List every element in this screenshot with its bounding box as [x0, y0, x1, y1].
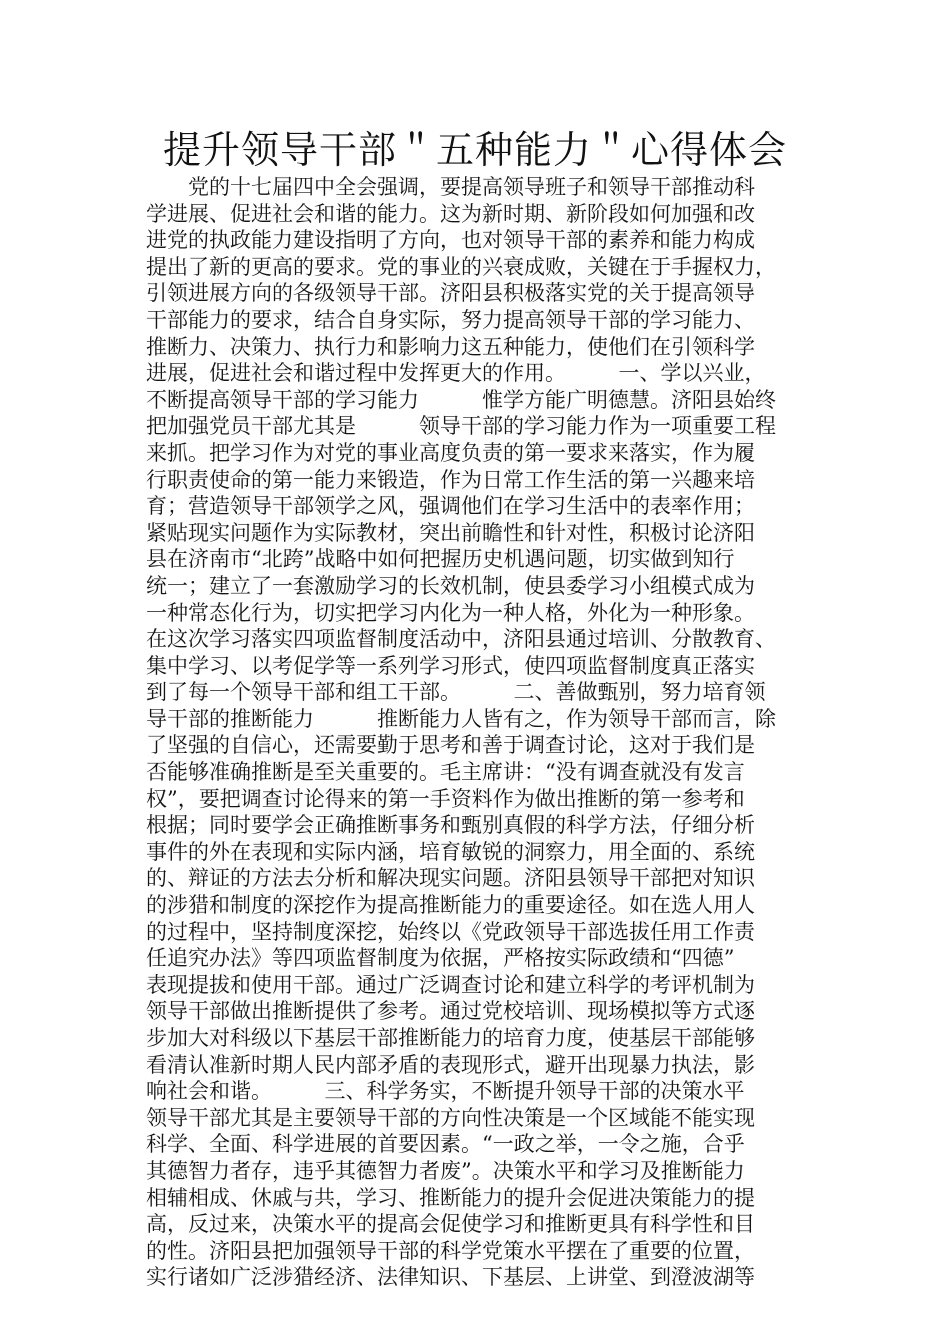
- body-line: 导干部的推断能力 推断能力人皆有之，作为领导干部而言，除: [146, 706, 776, 731]
- body-line: 步加大对科级以下基层干部推断能力的培育力度，使基层干部能够: [146, 1026, 755, 1050]
- body-line: 看清认准新时期人民内部矛盾的表现形式，避开出现暴力执法，影: [146, 1052, 755, 1077]
- body-line: 事件的外在表现和实际内涵，培育敏锐的洞察力，用全面的、系统: [146, 839, 755, 864]
- body-line: 到了每一个领导干部和组工干部。 二、善做甄别，努力培育领: [146, 680, 766, 705]
- body-line: 统一；建立了一套激励学习的长效机制，使县委学习小组模式成为: [146, 573, 755, 598]
- body-line: 否能够准确推断是至关重要的。毛主席讲：“没有调查就没有发言: [146, 760, 745, 785]
- body-line: 科学、全面、科学进展的首要因素。“一政之举，一令之施，合乎: [146, 1132, 745, 1157]
- body-line: 的、辩证的方法去分析和解决现实问题。济阳县领导干部把对知识: [146, 866, 755, 891]
- body-line: 推断力、决策力、执行力和影响力这五种能力，使他们在引领科学: [146, 334, 755, 359]
- body-line: 行职责使命的第一能力来锻造，作为日常工作生活的第一兴趣来培: [146, 467, 755, 492]
- body-line: 实行诸如广泛涉猎经济、法律知识、下基层、上讲堂、到澄波湖等: [146, 1265, 755, 1290]
- body-line: 干部能力的要求，结合自身实际，努力提高领导干部的学习能力、: [146, 307, 755, 332]
- body-line: 响社会和谐。 三、科学务实，不断提升领导干部的决策水平: [146, 1079, 745, 1104]
- body-line: 集中学习、以考促学等一系列学习形式，使四项监督制度真正落实: [146, 653, 755, 678]
- body-line: 相辅相成、休戚与共，学习、推断能力的提升会促进决策能力的提: [146, 1185, 755, 1210]
- body-line: 其德智力者存，违乎其德智力者废”。决策水平和学习及推断能力: [146, 1158, 745, 1183]
- body-line: 把加强党员干部尤其是 领导干部的学习能力作为一项重要工程: [146, 414, 776, 439]
- body-line: 育；营造领导干部领学之风，强调他们在学习生活中的表率作用；: [146, 494, 755, 519]
- body-line: 在这次学习落实四项监督制度活动中，济阳县通过培训、分散教育、: [146, 627, 776, 652]
- document-body: [146, 174, 826, 1291]
- body-line: 一种常态化行为，切实把学习内化为一种人格，外化为一种形象。: [146, 600, 755, 625]
- body-line: 表现提拔和使用干部。通过广泛调查讨论和建立科学的考评机制为: [146, 972, 755, 997]
- body-line: 进展，促进社会和谐过程中发挥更大的作用。 一、学以兴业，: [146, 361, 766, 386]
- body-line: 不断提高领导干部的学习能力 惟学方能广明德慧。济阳县始终: [146, 387, 776, 412]
- body-line: 权”，要把调查讨论得来的第一手资料作为做出推断的第一参考和: [146, 786, 745, 811]
- body-line: 领导干部尤其是主要领导干部的方向性决策是一个区域能不能实现: [146, 1105, 755, 1130]
- body-line: 来抓。把学习作为对党的事业高度负责的第一要求来落实，作为履: [146, 440, 755, 465]
- body-line: 的涉猎和制度的深挖作为提高推断能力的重要途径。如在选人用人: [146, 893, 755, 918]
- body-line: 紧贴现实问题作为实际教材，突出前瞻性和针对性，积极讨论济阳: [146, 520, 755, 545]
- body-line: 县在济南市“北跨”战略中如何把握历史机遇问题，切实做到知行: [146, 547, 735, 572]
- body-line: 提出了新的更高的要求。党的事业的兴衰成败，关键在于手握权力，: [146, 254, 776, 279]
- body-line: 进党的执政能力建设指明了方向，也对领导干部的素养和能力构成: [146, 228, 755, 253]
- body-line: 根据；同时要学会正确推断事务和甄别真假的科学方法，仔细分析: [146, 813, 755, 838]
- body-line: 的过程中，坚持制度深挖，始终以《党政领导干部选拔任用工作责: [146, 919, 755, 944]
- body-line: 党的十七届四中全会强调，要提高领导班子和领导干部推动科: [146, 175, 755, 199]
- body-line: 学进展、促进社会和谐的能力。这为新时期、新阶段如何加强和改: [146, 201, 755, 226]
- body-line: 任追究办法》等四项监督制度为依据，严格按实际政绩和“四德”: [146, 946, 735, 971]
- body-line: 引领进展方向的各级领导干部。济阳县积极落实党的关于提高领导: [146, 281, 755, 306]
- body-line: 的性。济阳县把加强领导干部的科学党策水平摆在了重要的位置，: [146, 1238, 755, 1263]
- document-title: 提升领导干部＂五种能力＂心得体会: [162, 128, 787, 172]
- body-line: 高，反过来，决策水平的提高会促使学习和推断更具有科学性和目: [146, 1212, 755, 1237]
- body-line: 领导干部做出推断提供了参考。通过党校培训、现场模拟等方式逐: [146, 999, 755, 1024]
- body-line: 了坚强的自信心，还需要勤于思考和善于调查讨论，这对于我们是: [146, 733, 755, 758]
